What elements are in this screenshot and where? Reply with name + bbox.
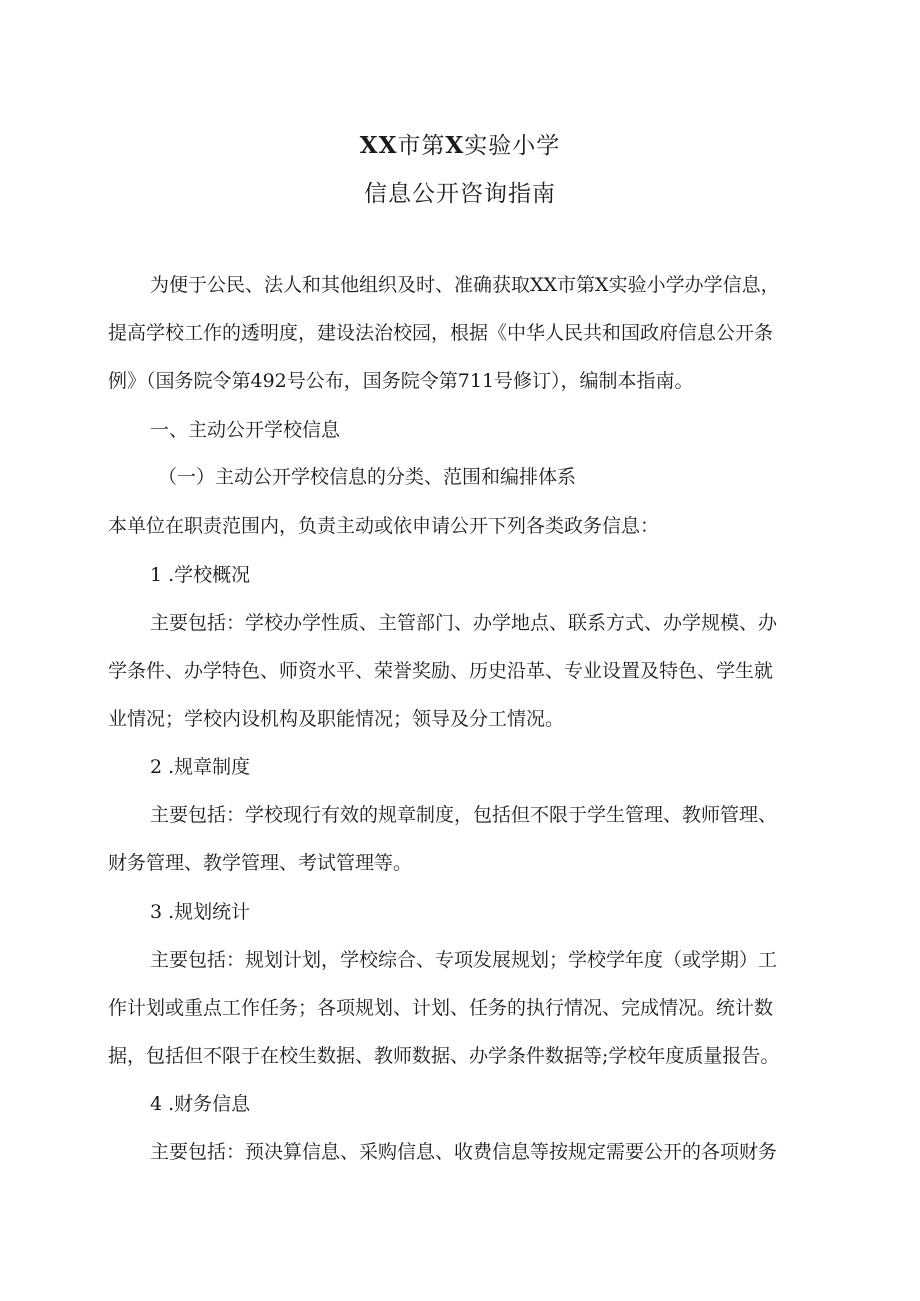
subsection-heading: （一）主动公开学校信息的分类、范围和编排体系 [158, 466, 577, 488]
intro-line-1: 为便于公民、法人和其他组织及时、准确获取XX市第X实验小学办学信息， [150, 274, 780, 296]
title-xx: XX [359, 132, 398, 159]
item-heading: 2 .规章制度 [150, 756, 251, 778]
document-subtitle: 信息公开咨询指南 [364, 181, 556, 207]
section-heading: 一、主动公开学校信息 [150, 419, 341, 441]
title-school: 实验小学 [464, 133, 561, 159]
scope-line: 本单位在职责范围内，负责主动或依申请公开下列各类政务信息： [108, 515, 660, 537]
document-title [0, 127, 920, 160]
title-x: X [445, 132, 465, 159]
item-text-line: 主要包括：规划计划，学校综合、专项发展规划；学校学年度（或学期）工 [150, 949, 778, 971]
intro-line-3: 例》（国务院令第492号公布，国务院令第711号修订），编制本指南。 [108, 370, 694, 392]
item-text-line: 据，包括但不限于在校生数据、教师数据、办学条件数据等;学校年度质量报告。 [108, 1045, 780, 1067]
item-text-line: 作计划或重点工作任务；各项规划、计划、任务的执行情况、完成情况。统计数 [108, 997, 774, 1019]
item-text-line: 主要包括：预决算信息、采购信息、收费信息等按规定需要公开的各项财务 [150, 1141, 778, 1163]
title-city: 市第 [397, 133, 446, 159]
item-text-line: 财务管理、教学管理、考试管理等。 [108, 852, 413, 874]
item-text-line: 主要包括：学校办学性质、主管部门、办学地点、联系方式、办学规模、办 [150, 612, 778, 634]
item-heading: 1 .学校概况 [150, 564, 251, 586]
item-text-line: 主要包括：学校现行有效的规章制度，包括但不限于学生管理、教师管理、 [150, 804, 778, 826]
intro-line-2: 提高学校工作的透明度，建设法治校园，根据《中华人民共和国政府信息公开条 [108, 322, 774, 344]
item-heading: 3 .规划统计 [150, 901, 251, 923]
item-text-line: 学条件、办学特色、师资水平、荣誉奖励、历史沿革、专业设置及特色、学生就 [108, 660, 774, 682]
item-heading: 4 .财务信息 [150, 1093, 251, 1115]
item-text-line: 业情况；学校内设机构及职能情况；领导及分工情况。 [108, 708, 565, 730]
